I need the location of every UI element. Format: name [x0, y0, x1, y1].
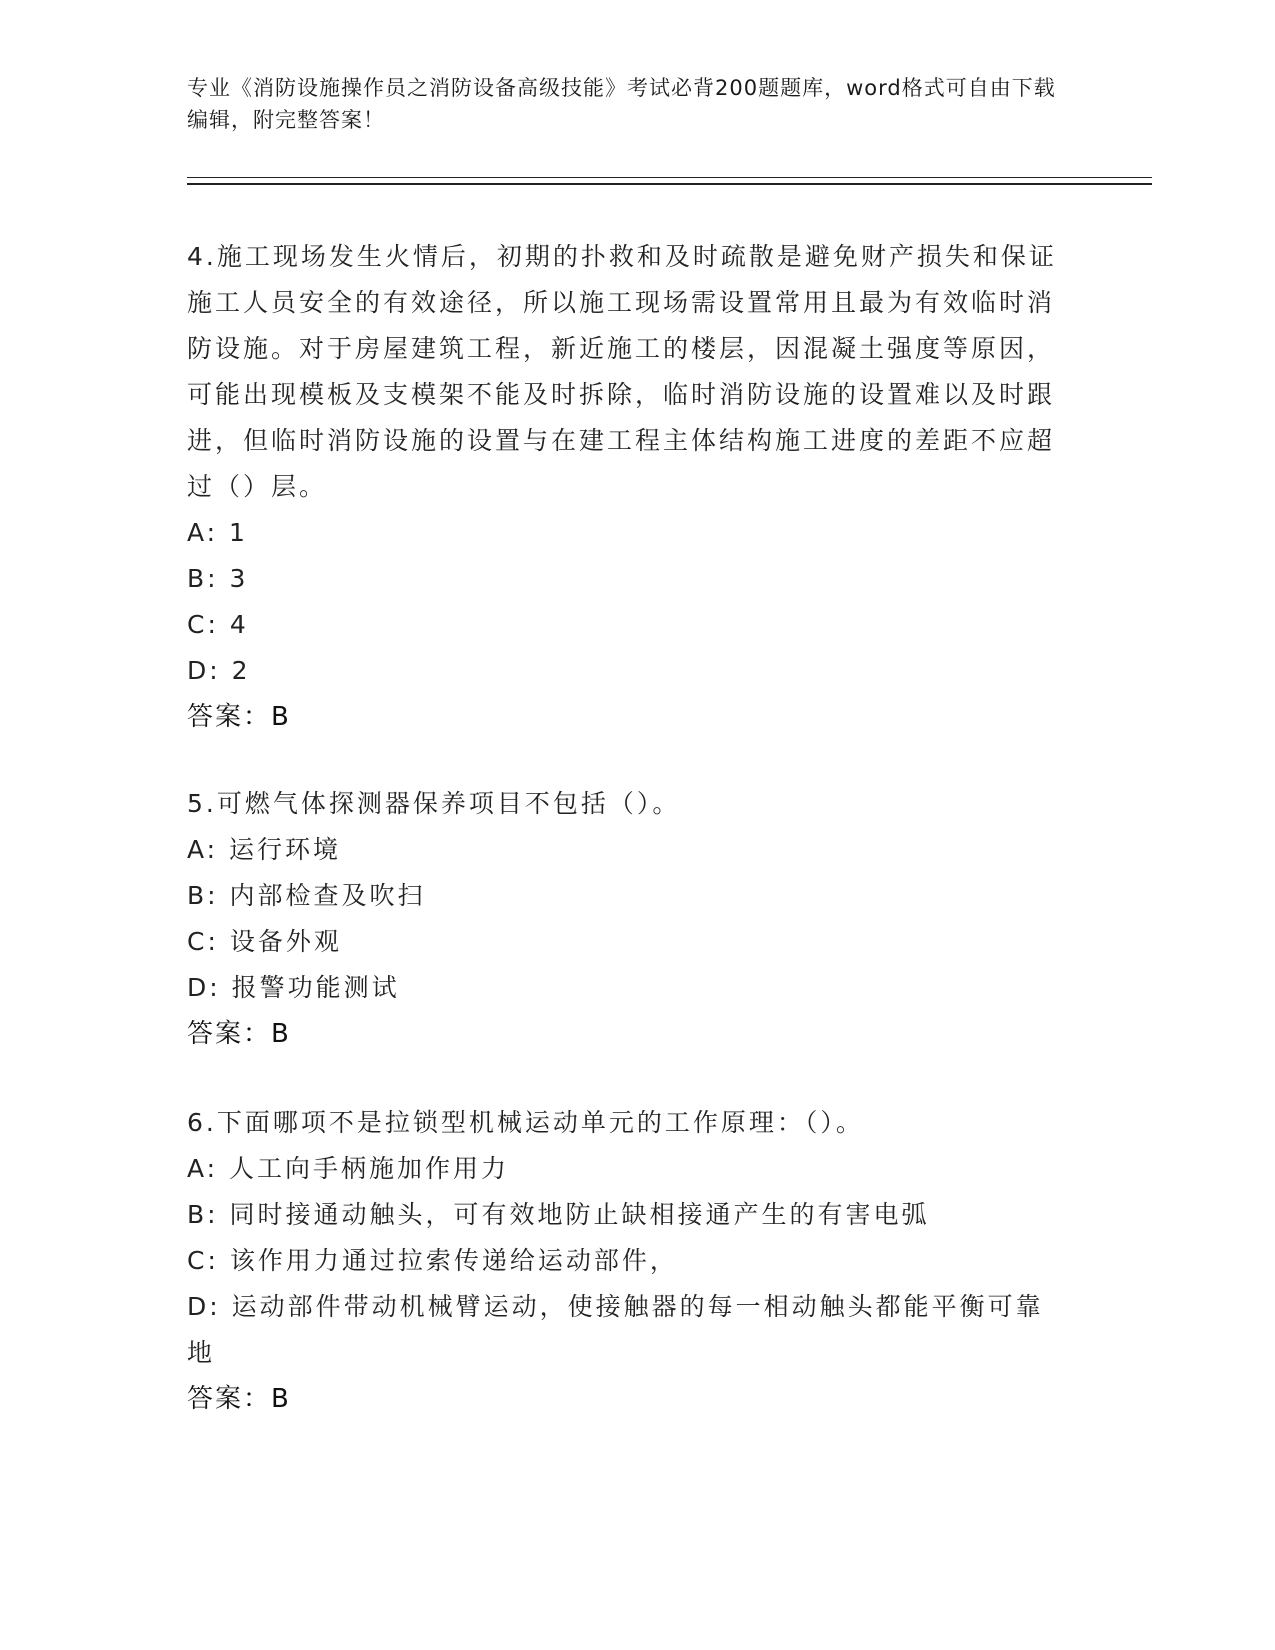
- question-stem: 4.施工现场发生火情后，初期的扑救和及时疏散是避免财产损失和保证施工人员安全的有效途径，所以施工现场需设置常用且最为有效临时消防设施。对于房屋建筑工程，新近施工的楼层，因混凝土强度等原因，可能出现模板及支模架不能及时拆除，临时消防设施的设置难以及时跟进，但临时消防设施的设置与在建工程主体结构施工进度的差距不应超过（）层。: [187, 242, 1057, 501]
- option-d: D: 运动部件带动机械臂运动，使接触器的每一相动触头都能平衡可靠地: [187, 1292, 1044, 1367]
- option-b: B: 3: [187, 564, 249, 593]
- option-d: D: 2: [187, 656, 251, 685]
- answer-label: 答案：B: [187, 1384, 291, 1414]
- option-a: A: 运行环境: [187, 835, 342, 864]
- option-b: B: 同时接通动触头，可有效地防止缺相接通产生的有害电弧: [187, 1200, 930, 1229]
- answer-label: 答案：B: [187, 702, 291, 732]
- header-divider-thick: [187, 183, 1152, 185]
- question-stem: 5.可燃气体探测器保养项目不包括（）。: [187, 789, 681, 818]
- option-c: C: 4: [187, 610, 249, 639]
- question-5: [187, 781, 1067, 1057]
- question-4: [187, 234, 1067, 740]
- option-c: C: 设备外观: [187, 927, 342, 956]
- option-d: D: 报警功能测试: [187, 973, 400, 1002]
- option-c: C: 该作用力通过拉索传递给运动部件，: [187, 1246, 678, 1275]
- option-a: A: 人工向手柄施加作用力: [187, 1154, 510, 1183]
- header-divider-thin: [187, 177, 1152, 178]
- option-b: B: 内部检查及吹扫: [187, 881, 426, 910]
- document-header: 专业《消防设施操作员之消防设备高级技能》考试必背200题题库，word格式可自由下载编辑，附完整答案！: [187, 76, 1056, 132]
- answer-label: 答案：B: [187, 1019, 291, 1049]
- question-stem: 6.下面哪项不是拉锁型机械运动单元的工作原理：（）。: [187, 1108, 864, 1137]
- option-a: A: 1: [187, 518, 248, 547]
- question-6: [187, 1100, 1067, 1422]
